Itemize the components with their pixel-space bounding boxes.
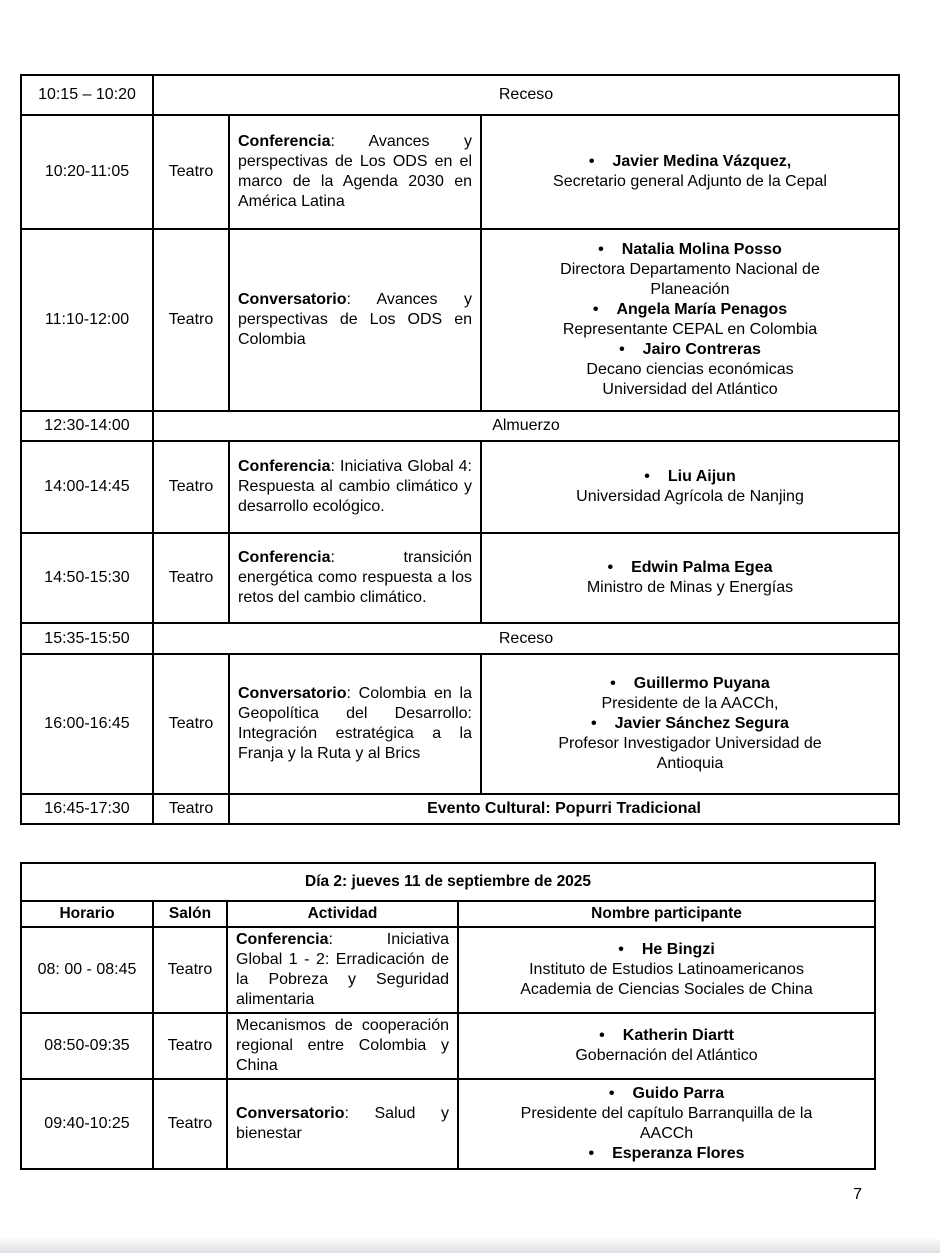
participants-cell [458, 927, 875, 1013]
participant-role: Universidad Agrícola de Nanjing [576, 488, 804, 505]
time-cell: 12:30-14:00 [21, 411, 153, 441]
participant-name: • Javier Sánchez Segura [591, 715, 789, 732]
page-bottom-shadow [0, 1237, 940, 1253]
bullet-icon: • [619, 341, 625, 358]
activity-cell [229, 654, 481, 794]
table-row [21, 441, 899, 533]
activity-type-label: Conferencia [238, 549, 331, 566]
table-row [21, 1079, 875, 1169]
room-cell: Teatro [153, 1079, 227, 1169]
day2-title: Día 2: jueves 11 de septiembre de 2025 [21, 863, 875, 901]
time-cell: 15:35-15:50 [21, 623, 153, 654]
activity-cell [227, 1079, 458, 1169]
room-cell: Teatro [153, 1013, 227, 1079]
room-cell: Teatro [153, 229, 229, 411]
table-row [21, 927, 875, 1013]
time-cell: 16:00-16:45 [21, 654, 153, 794]
break-cell: Receso [153, 75, 899, 115]
bullet-icon: • [591, 715, 597, 732]
participant-role: Gobernación del Atlántico [575, 1047, 758, 1064]
room-cell: Teatro [153, 794, 229, 824]
time-cell: 11:10-12:00 [21, 229, 153, 411]
break-cell: Receso [153, 623, 899, 654]
participants-cell [481, 533, 899, 623]
activity-type-label: Conferencia [238, 133, 331, 150]
participant-role: Ministro de Minas y Energías [586, 579, 794, 596]
bullet-icon: • [588, 153, 595, 170]
participants-cell [481, 115, 899, 229]
table-row [21, 229, 899, 411]
time-cell: 16:45-17:30 [21, 794, 153, 824]
time-cell: 08: 00 - 08:45 [21, 927, 153, 1013]
room-cell: Teatro [153, 115, 229, 229]
time-cell: 08:50-09:35 [21, 1013, 153, 1079]
column-header-salon: Salón [153, 901, 227, 927]
time-cell: 09:40-10:25 [21, 1079, 153, 1169]
activity-cell [227, 927, 458, 1013]
participant-name: • Natalia Molina Posso [598, 241, 782, 258]
participant-name: • Liu Aijun [644, 468, 736, 485]
participant-name: • Edwin Palma Egea [607, 559, 773, 576]
activity-text: Mecanismos de cooperación regional entre Colombia y China [236, 1017, 449, 1074]
participant-name: • Katherin Diartt [599, 1027, 734, 1044]
participant-role: Decano ciencias económicas [586, 361, 794, 378]
time-cell: 14:00-14:45 [21, 441, 153, 533]
time-cell: 14:50-15:30 [21, 533, 153, 623]
table-row [21, 411, 899, 441]
activity-text: : Iniciativa Global 1 - 2: Erradicación de la Pobreza y Seguridad alimentaria [236, 931, 449, 1008]
table-row [21, 533, 899, 623]
bullet-icon: • [607, 559, 614, 576]
participant-name: • Jairo Contreras [619, 341, 761, 358]
activity-type-label: Conferencia [238, 458, 331, 475]
activity-type-label: Conferencia [236, 931, 329, 948]
participant-role: AACCh [639, 1125, 694, 1142]
table-row [21, 794, 899, 824]
activity-cell [229, 115, 481, 229]
activity-cell [229, 441, 481, 533]
activity-text: : Salud y bienestar [236, 1105, 449, 1142]
bullet-icon: • [599, 1027, 605, 1044]
activity-cell [229, 229, 481, 411]
room-cell: Teatro [153, 654, 229, 794]
participant-role: Presidente del capítulo Barranquilla de la [520, 1105, 813, 1122]
page-number: 7 [853, 1186, 862, 1203]
participant-role: Directora Departamento Nacional de [560, 261, 820, 278]
bullet-icon: • [618, 941, 624, 958]
table-row [21, 654, 899, 794]
bullet-icon: • [592, 301, 599, 318]
participant-role: Representante CEPAL en Colombia [562, 321, 818, 338]
activity-text: : Iniciativa Global 4: Respuesta al cambio climático y desarrollo ecológico. [238, 458, 472, 515]
participant-role: Antioquia [656, 755, 724, 772]
participant-role: Universidad del Atlántico [602, 381, 778, 398]
participant-role: Instituto de Estudios Latinoamericanos [529, 961, 804, 978]
activity-cell [229, 533, 481, 623]
room-cell: Teatro [153, 927, 227, 1013]
bullet-icon: • [608, 1085, 615, 1102]
activity-type-label: Conversatorio [238, 685, 347, 702]
participants-cell [481, 654, 899, 794]
participant-role: Profesor Investigador Universidad de [558, 735, 822, 752]
activity-text: : Avances y perspectivas de Los ODS en Colombia [238, 291, 472, 348]
bullet-icon: • [598, 241, 604, 258]
participant-role: Academia de Ciencias Sociales de China [520, 981, 813, 998]
activity-type-label: Conversatorio [238, 291, 347, 308]
participants-cell [481, 441, 899, 533]
participant-role: Presidente de la AACCh, [601, 695, 779, 712]
room-cell: Teatro [153, 533, 229, 623]
participant-name: • Javier Medina Vázquez, [588, 153, 792, 170]
activity-text: : Avances y perspectivas de Los ODS en el marco de la Agenda 2030 en América Latina [238, 133, 472, 210]
table-row [21, 75, 899, 115]
bullet-icon: • [644, 468, 650, 485]
activity-text: : Colombia en la Geopolítica del Desarrollo: Integración estratégica a la Franja y la Ruta y al Brics [238, 685, 472, 762]
participant-role: Planeación [650, 281, 730, 298]
column-header-participante: Nombre participante [458, 901, 875, 927]
table-row [21, 1013, 875, 1079]
room-cell: Teatro [153, 441, 229, 533]
participants-cell [458, 1013, 875, 1079]
participants-cell [458, 1079, 875, 1169]
participant-name: • Esperanza Flores [588, 1145, 745, 1162]
participant-name: • Guido Parra [608, 1085, 725, 1102]
break-cell: Almuerzo [153, 411, 899, 441]
participant-name: • Guillermo Puyana [610, 675, 770, 692]
participant-name: • He Bingzi [618, 941, 715, 958]
time-cell: 10:15 – 10:20 [21, 75, 153, 115]
bullet-icon: • [610, 675, 616, 692]
participants-cell [481, 229, 899, 411]
activity-cell [227, 1013, 458, 1079]
schedule-table-day1 [20, 74, 900, 825]
participant-name: • Angela María Penagos [592, 301, 788, 318]
table-row [21, 863, 875, 901]
table-row [21, 623, 899, 654]
participant-role: Secretario general Adjunto de la Cepal [553, 173, 827, 190]
column-header-actividad: Actividad [227, 901, 458, 927]
table-row [21, 115, 899, 229]
table-header-row [21, 901, 875, 927]
bullet-icon: • [588, 1145, 595, 1162]
activity-text: : transición energética como respuesta a los retos del cambio climático. [238, 549, 472, 606]
column-header-horario: Horario [21, 901, 153, 927]
cultural-event-cell: Evento Cultural: Popurri Tradicional [229, 794, 899, 824]
schedule-table-day2 [20, 862, 876, 1170]
activity-type-label: Conversatorio [236, 1105, 345, 1122]
time-cell: 10:20-11:05 [21, 115, 153, 229]
